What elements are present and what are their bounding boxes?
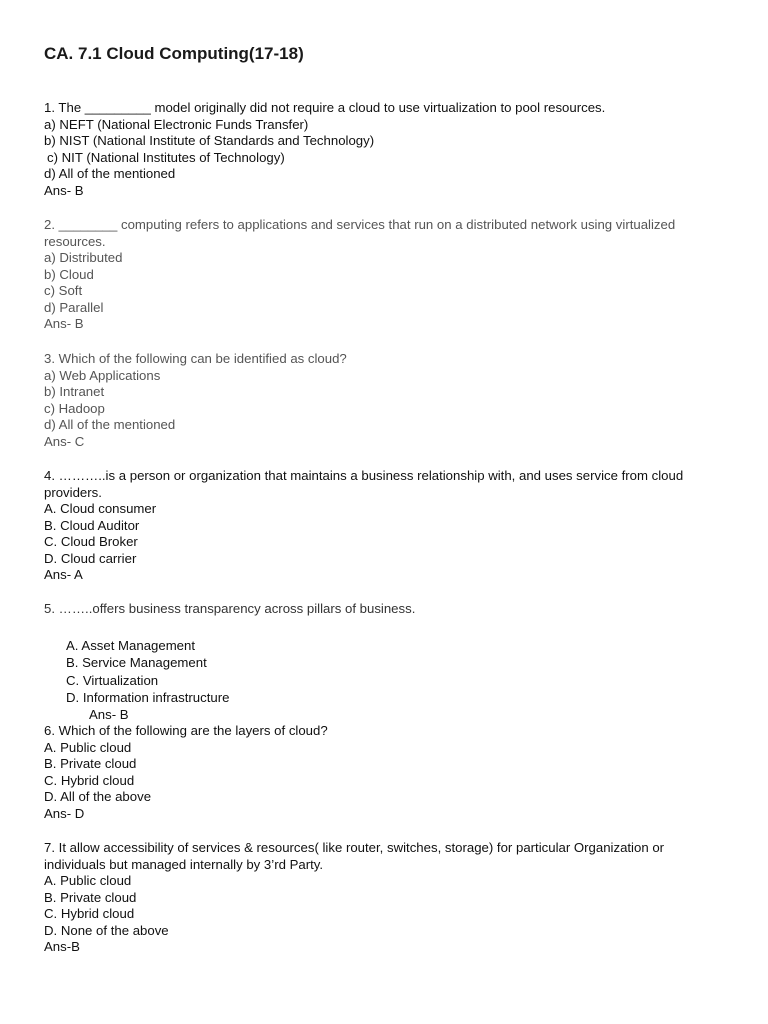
question-2-stem: 2. ________ computing refers to applications and services that run on a distributed network using virtualized	[44, 217, 676, 232]
question-7	[44, 840, 724, 956]
question-6-answer: Ans- D	[44, 805, 85, 821]
question-1-option-d: d) All of the mentioned	[44, 166, 176, 181]
question-7-option-a: A. Public cloud	[44, 873, 132, 888]
question-7-option-b: B. Private cloud	[44, 889, 137, 905]
question-6-option-d: D. All of the above	[44, 789, 152, 804]
question-3-option-d: d) All of the mentioned	[44, 417, 176, 432]
question-1-stem: 1. The _________ model originally did not require a cloud to use virtualization to pool resources.	[44, 100, 606, 115]
question-2-stem-cont: resources.	[44, 233, 106, 249]
question-1-answer: Ans- B	[44, 182, 84, 198]
question-4-answer: Ans- A	[44, 567, 83, 582]
question-3-option-a: a) Web Applications	[44, 367, 161, 383]
question-6-option-a: A. Public cloud	[44, 739, 132, 755]
question-4-option-b: B. Cloud Auditor	[44, 517, 140, 533]
question-3-option-c: c) Hadoop	[44, 400, 105, 416]
question-3-answer: Ans- C	[44, 433, 85, 449]
question-5-answer-row	[44, 707, 768, 724]
question-1-option-a: a) NEFT (National Electronic Funds Transfer)	[44, 116, 309, 132]
question-5-answer: Ans- B	[89, 707, 129, 722]
question-5-option-a: A. Asset Management	[66, 638, 196, 653]
question-1-option-c: c) NIT (National Institutes of Technology)	[47, 149, 285, 165]
question-5-option-b: B. Service Management	[66, 655, 207, 671]
question-4-stem: 4. ………..is a person or organization that maintains a business relationship with, and uses service from cloud	[44, 468, 684, 483]
question-4-option-d: D. Cloud carrier	[44, 550, 137, 566]
question-5-option-c: C. Virtualization	[66, 672, 159, 688]
question-2-answer: Ans- B	[44, 316, 84, 331]
question-3	[44, 351, 724, 450]
question-2-option-d: d) Parallel	[44, 299, 104, 315]
question-5-option-d: D. Information infrastructure	[66, 690, 230, 706]
question-6	[44, 723, 724, 822]
question-1-option-b: b) NIST (National Institute of Standards and Technology)	[44, 133, 375, 148]
question-5	[44, 601, 724, 618]
question-2-option-a: a) Distributed	[44, 250, 123, 265]
question-2	[44, 217, 724, 333]
question-3-option-b: b) Intranet	[44, 384, 105, 399]
document-title: CA. 7.1 Cloud Computing(17-18)	[44, 44, 304, 63]
question-6-stem: 6. Which of the following are the layers of cloud?	[44, 723, 328, 738]
question-1	[44, 100, 724, 199]
question-7-stem-cont: individuals but managed internally by 3’rd Party.	[44, 856, 324, 872]
question-5-stem: 5. ……..offers business transparency across pillars of business.	[44, 601, 416, 616]
question-4	[44, 468, 724, 584]
question-6-option-b: B. Private cloud	[44, 756, 137, 771]
question-2-option-c: c) Soft	[44, 283, 83, 298]
question-7-answer: Ans-B	[44, 939, 80, 954]
question-2-option-b: b) Cloud	[44, 266, 94, 282]
question-3-stem: 3. Which of the following can be identified as cloud?	[44, 351, 347, 366]
question-5-options	[44, 637, 746, 707]
question-4-option-c: C. Cloud Broker	[44, 534, 138, 549]
question-4-option-a: A. Cloud consumer	[44, 501, 157, 516]
question-6-option-c: C. Hybrid cloud	[44, 772, 135, 788]
question-7-option-c: C. Hybrid cloud	[44, 906, 135, 921]
question-7-stem: 7. It allow accessibility of services & resources( like router, switches, storage) for particular Organization or	[44, 840, 665, 855]
question-7-option-d: D. None of the above	[44, 922, 169, 938]
question-4-stem-cont: providers.	[44, 484, 102, 500]
